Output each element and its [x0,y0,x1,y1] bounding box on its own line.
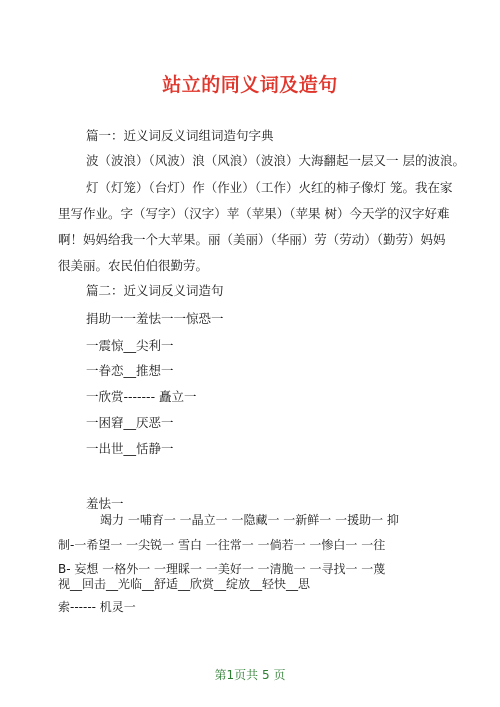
text-line: 制-一希望一 一尖锐一 雪白 一往常一 一倘若一 一惨白一 一往 [58,538,386,552]
text-line: 一欣赏------- 矗立一 [86,389,197,404]
text-line: 羞怯一 [86,496,124,511]
text-line: 很美丽。农民伯伯很勤劳。 [58,258,209,273]
text-line: 篇一：近义词反义词组词造句字典 [86,128,274,143]
text-line: 索------ 机灵一 [58,600,136,614]
page-number: 第1页共 5 页 [214,668,286,682]
text-line: 一出世__恬静一 [86,441,174,456]
text-line: 竭力 一哺育一 一晶立一 一隐藏一 一新鲜一 一援助一 抑 [100,513,399,527]
text-line: 一眷恋__推想一 [86,363,174,378]
text-line: 里写作业。字（写字）（汉字）苹（苹果）（苹果 树）今天学的汉字好难 [58,206,450,221]
text-line: 视__回击__光临__舒适__欣赏__绽放__轻快__思 [58,577,311,591]
text-line: 啊！妈妈给我一个大苹果。丽（美丽）（华丽）劳（劳动）（勤劳）妈妈 [58,232,446,247]
text-line: 篇二：近义词反义词造句 [86,283,224,298]
text-line: 波（波浪）（风波）浪（风浪）（波浪）大海翻起一层又一 层的波浪。 [86,153,465,168]
text-line: 灯（灯笼）（台灯）作（作业）（工作）火红的柿子像灯 笼。我在家 [86,180,453,195]
text-line: 一困窘__厌恶一 [86,415,174,430]
document-title: 站立的同义词及造句 [162,74,338,96]
text-line: 一震惊__尖利一 [86,338,174,353]
text-line: 捐助一一羞怯一一惊恐一 [86,311,224,326]
text-line: B- 妄想 一格外一 一理睬一 一美好一 一清脆一 一寻找一 一蔑 [58,562,386,576]
